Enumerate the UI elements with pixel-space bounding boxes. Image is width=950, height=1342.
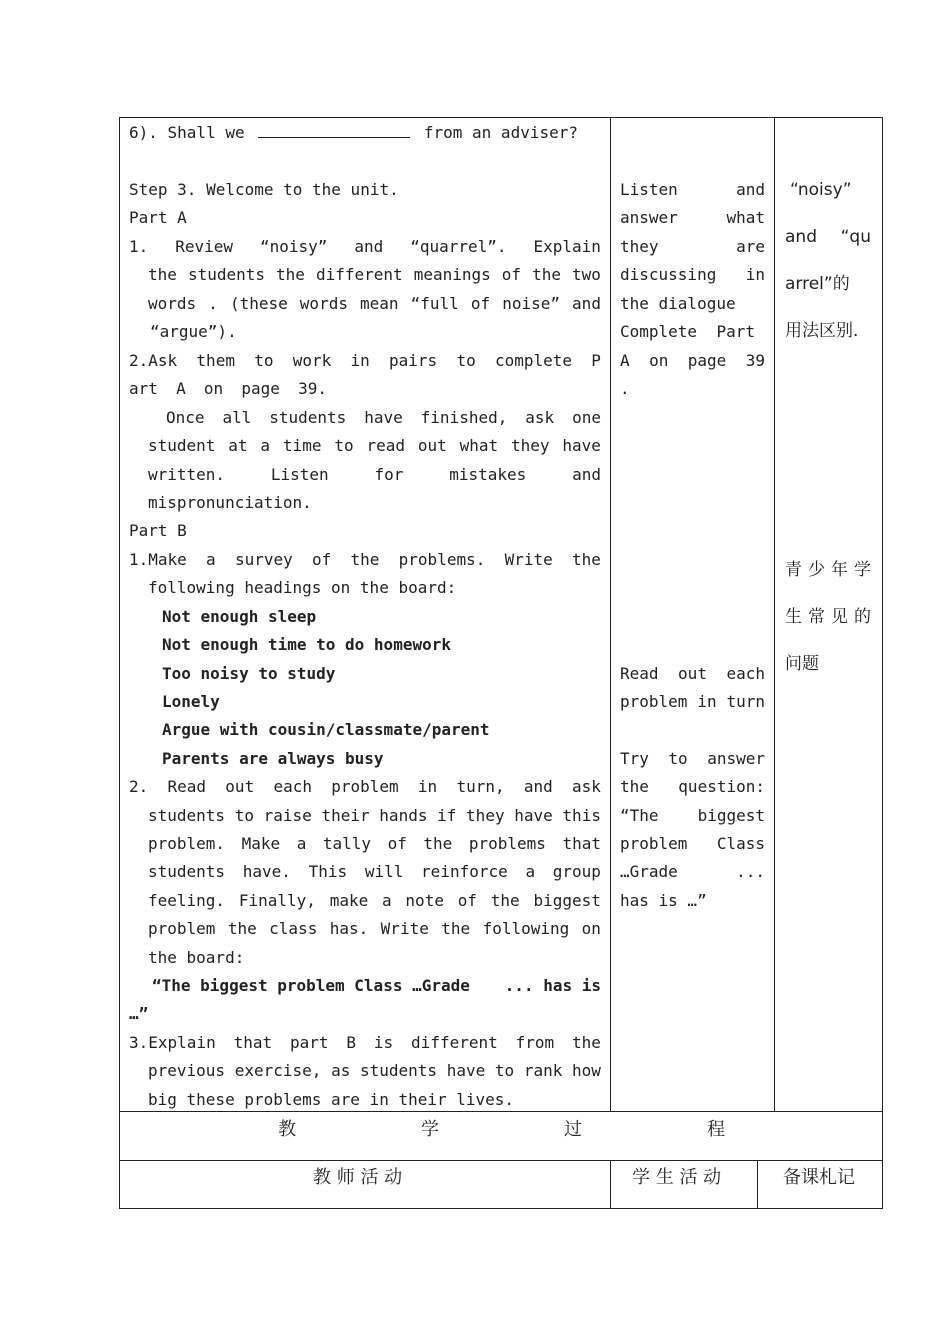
part-a-item-1-line-1: 1. Review “noisy” and “quarrel”. Explain [129,237,601,256]
student-line-6: Complete Part [620,322,755,341]
part-a-heading: Part A [129,208,187,227]
student-line-4: discussing in [620,265,765,284]
student-line-11: Try to answer [620,749,765,768]
column-divider-teacher [610,117,611,1112]
heading-lonely: Lonely [162,692,220,711]
part-b-item-2-line-4: students have. This will reinforce a group [148,862,601,881]
question-6: 6). Shall we from an adviser? [129,123,578,142]
teacher-activity-header: 教 师 活 动 [313,1167,403,1188]
answer-blank [258,123,410,138]
part-b-heading: Part B [129,521,187,540]
student-line-5: the dialogue [620,294,736,313]
heading-too-noisy: Too noisy to study [162,664,336,683]
student-line-13: “The biggest [620,806,765,825]
part-a-item-1-line-4: “argue”). [150,322,237,341]
header-divider-student [757,1160,758,1209]
part-a-item-2-line-5: written. Listen for mistakes and [148,465,601,484]
column-divider-student [774,117,775,1112]
part-a-item-2-line-3: Once all students have finished, ask one [166,408,601,427]
heading-not-enough-time: Not enough time to do homework [162,635,451,654]
student-line-16: has is …” [620,891,707,910]
student-line-1: Listen and [620,180,765,199]
part-b-item-2-line-6: problem the class has. Write the following on [148,919,601,938]
notes-line-2: and “qu [785,227,871,247]
biggest-problem-quote-line-1: “The biggest problem Class …Grade ... has is [152,976,601,995]
notes-line-7: 问题 [785,654,819,674]
part-b-item-2-line-3: problem. Make a tally of the problems that [148,834,601,853]
part-a-item-2-line-2: art A on page 39. [129,379,327,398]
student-line-14: problem Class [620,834,765,853]
student-line-2: answer what [620,208,765,227]
notes-header: 备课札记 [783,1167,855,1188]
process-header: 教 学 过 程 [278,1119,725,1140]
student-line-8: . [620,379,630,398]
header-divider-teacher [610,1160,611,1209]
part-b-item-3-line-2: previous exercise, as students have to rank how [148,1061,601,1080]
student-line-7: A on page 39 [620,351,765,370]
part-b-item-3-line-3: big these problems are in their lives. [148,1090,515,1109]
notes-line-1: “noisy” [790,180,852,200]
part-a-item-1-line-2: the students the different meanings of the two [148,265,601,284]
step-3-heading: Step 3. Welcome to the unit. [129,180,399,199]
student-line-3: they are [620,237,765,256]
notes-line-3: arrel”的 [785,274,850,294]
student-line-10: problem in turn [620,692,765,711]
part-b-item-2-line-2: students to raise their hands if they have this [148,806,601,825]
heading-argue: Argue with cousin/classmate/parent [162,720,490,739]
student-line-12: the question: [620,777,765,796]
biggest-problem-quote-line-2: …” [129,1004,149,1023]
part-b-item-2-line-1: 2. Read out each problem in turn, and ask [129,777,601,796]
part-b-item-1-line-2: following headings on the board: [148,578,457,597]
part-a-item-2-line-1: 2.Ask them to work in pairs to complete P [129,351,601,370]
student-line-15: …Grade ... [620,862,765,881]
heading-not-enough-sleep: Not enough sleep [162,607,317,626]
notes-line-4: 用法区别. [785,321,859,341]
student-line-9: Read out each [620,664,765,683]
part-b-item-2-line-7: the board: [148,948,245,967]
notes-line-6: 生 常 见 的 [785,607,871,627]
row-divider-headers [119,1160,883,1161]
student-activity-header: 学 生 活 动 [632,1167,722,1188]
heading-parents-busy: Parents are always busy [162,749,384,768]
part-a-item-1-line-3: words . (these words mean “full of noise” and [148,294,601,313]
part-b-item-1-line-1: 1.Make a survey of the problems. Write the [129,550,601,569]
part-b-item-2-line-5: feeling. Finally, make a note of the biggest [148,891,601,910]
part-b-item-3-line-1: 3.Explain that part B is different from the [129,1033,601,1052]
part-a-item-2-line-4: student at a time to read out what they have [148,436,601,455]
notes-line-5: 青 少 年 学 [785,560,871,580]
part-a-item-2-line-6: mispronunciation. [148,493,312,512]
